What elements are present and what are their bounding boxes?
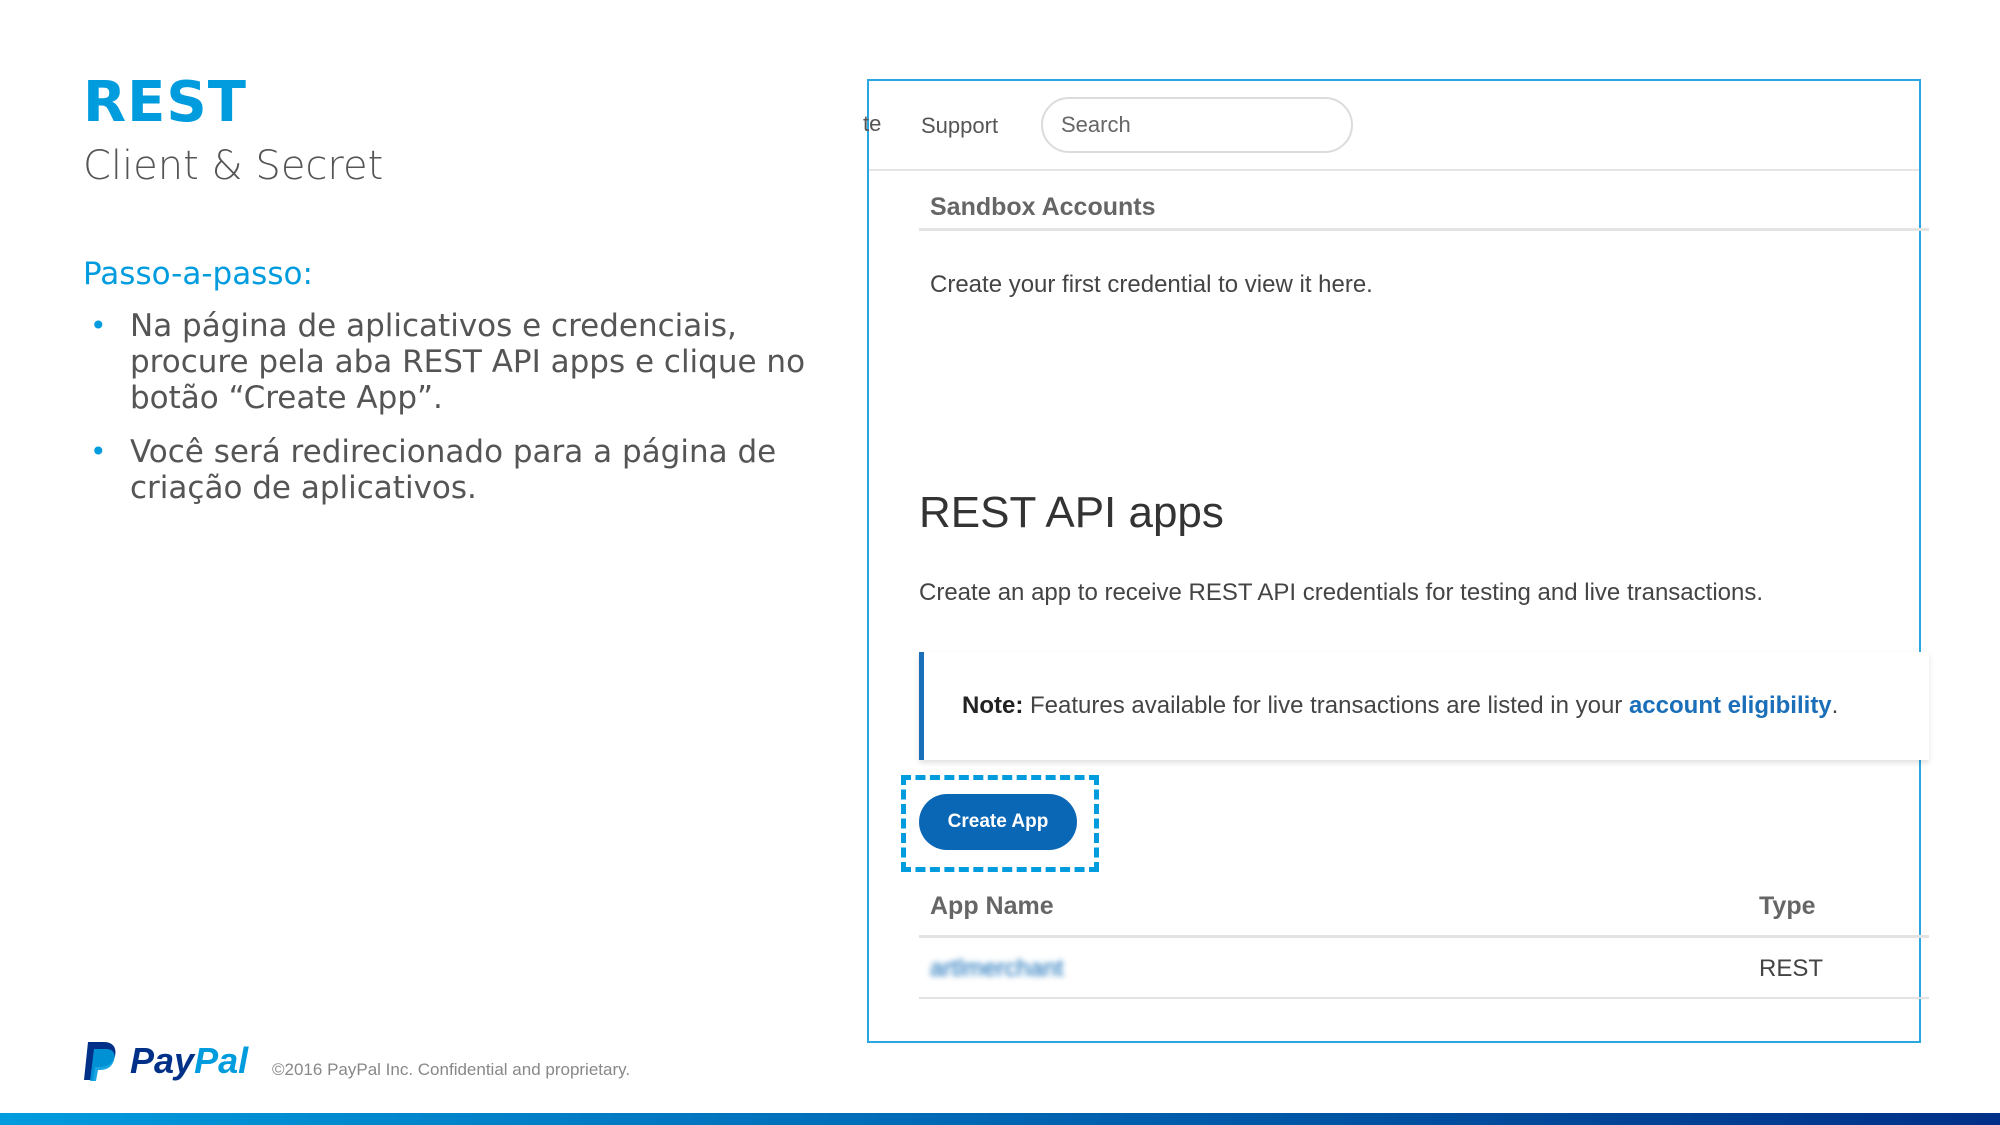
search-input[interactable] bbox=[1043, 99, 1351, 151]
sandbox-empty-message: Create your first credential to view it here. bbox=[930, 271, 1373, 298]
rest-api-apps-description: Create an app to receive REST API credentials for testing and live transactions. bbox=[919, 579, 1764, 606]
bullet-text: Na página de aplicativos e credenciais, procure pela aba REST API apps e clique no botão “Create App”. bbox=[130, 308, 806, 416]
note-body: Features available for live transactions are listed in your bbox=[1023, 692, 1629, 719]
copyright-text: ©2016 PayPal Inc. Confidential and proprietary. bbox=[272, 1060, 631, 1079]
list-item bbox=[90, 308, 810, 416]
note-label: Note: bbox=[962, 692, 1024, 719]
steps-heading: Passo-a-passo: bbox=[83, 256, 313, 292]
app-type: REST bbox=[1759, 955, 1824, 982]
note-text bbox=[962, 692, 1838, 720]
slide-title: REST bbox=[83, 70, 247, 135]
account-eligibility-link[interactable]: account eligibility bbox=[1628, 692, 1832, 719]
bullet-icon: • bbox=[90, 435, 107, 468]
list-item bbox=[90, 434, 810, 506]
column-header-app-name: App Name bbox=[930, 892, 1054, 920]
note-end: . bbox=[1831, 692, 1839, 719]
bullet-icon: • bbox=[90, 309, 107, 342]
logo-pal: Pal bbox=[194, 1040, 249, 1081]
paypal-logo bbox=[82, 1040, 248, 1082]
nav-item-truncated[interactable]: te bbox=[863, 111, 882, 136]
nav-item-support[interactable]: Support bbox=[921, 113, 999, 138]
top-nav bbox=[863, 81, 1919, 171]
paypal-wordmark bbox=[130, 1040, 248, 1082]
note-box bbox=[919, 652, 1929, 760]
paypal-mark-icon bbox=[82, 1040, 118, 1082]
rest-api-apps-title: REST API apps bbox=[919, 488, 1224, 537]
sandbox-accounts-heading: Sandbox Accounts bbox=[930, 193, 1156, 221]
steps-list bbox=[90, 308, 810, 524]
create-app-button[interactable]: Create App bbox=[919, 794, 1077, 850]
slide-subtitle: Client & Secret bbox=[83, 143, 384, 189]
column-header-type: Type bbox=[1759, 892, 1816, 920]
screenshot-panel bbox=[863, 79, 1921, 1043]
sandbox-accounts-header bbox=[919, 187, 1929, 231]
table-row[interactable] bbox=[919, 939, 1929, 999]
logo-pay: Pay bbox=[130, 1040, 195, 1081]
apps-table-header bbox=[919, 886, 1929, 938]
bullet-text: Você será redirecionado para a página de criação de aplicativos. bbox=[130, 434, 777, 506]
search-box bbox=[1041, 97, 1353, 153]
app-name-link[interactable]: artlmerchant bbox=[930, 955, 1064, 982]
bottom-accent-bar bbox=[0, 1113, 2000, 1125]
